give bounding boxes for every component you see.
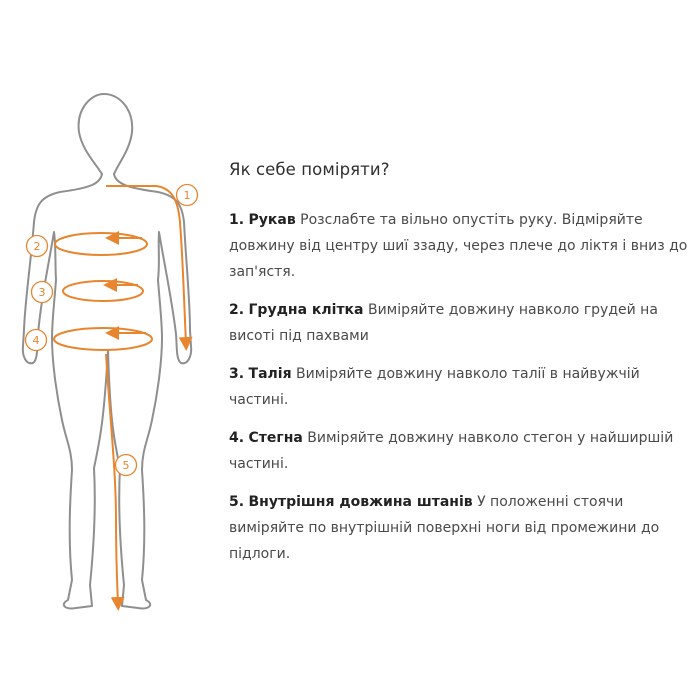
- step-number: 2.: [229, 302, 245, 318]
- marker-4: [26, 330, 47, 351]
- step-name: Внутрішня довжина штанів: [248, 494, 473, 510]
- step-waist: [229, 361, 689, 413]
- step-text: У положенні стоячи виміряйте по внутрішній поверхні ноги від промежини до підлоги.: [229, 494, 660, 562]
- step-name: Талія: [248, 366, 292, 382]
- step-text: Виміряйте довжину навколо стегон у найширшій частині.: [229, 430, 674, 472]
- marker-2: [27, 236, 48, 257]
- chest-measure-loop: [55, 233, 147, 255]
- body-silhouette: [23, 94, 191, 608]
- step-text: Розслабте та вільно опустіть руку. Відміряйте довжину від центру шиї ззаду, через плече до ліктя і вниз до зап'ястя.: [229, 212, 688, 280]
- step-sleeve: [229, 207, 689, 285]
- step-chest: [229, 297, 689, 349]
- step-inseam: [229, 489, 689, 567]
- svg-text:3: 3: [38, 286, 46, 299]
- step-name: Рукав: [248, 212, 296, 228]
- measurement-guide: [229, 160, 689, 579]
- step-text: Виміряйте довжину навколо грудей на висоті під пахвами: [229, 302, 658, 344]
- step-text: Виміряйте довжину навколо талії в найвужчій частині.: [229, 366, 640, 408]
- svg-text:4: 4: [32, 334, 40, 347]
- body-right-outline: [108, 174, 191, 608]
- inseam-measure-line: [106, 354, 118, 604]
- guide-title: Як себе поміряти?: [229, 160, 390, 179]
- hips-measure-loop: [54, 328, 152, 350]
- marker-1: [177, 185, 198, 206]
- marker-3: [32, 282, 53, 303]
- step-number: 1.: [229, 212, 245, 228]
- svg-text:1: 1: [183, 189, 191, 202]
- svg-text:2: 2: [33, 240, 41, 253]
- step-number: 5.: [229, 494, 245, 510]
- marker-5: [116, 455, 137, 476]
- svg-text:5: 5: [122, 459, 130, 472]
- step-number: 3.: [229, 366, 245, 382]
- step-name: Грудна клітка: [248, 302, 364, 318]
- step-name: Стегна: [248, 430, 303, 446]
- step-hips: [229, 425, 689, 477]
- step-number: 4.: [229, 430, 245, 446]
- head-outline: [79, 94, 133, 174]
- waist-measure-loop: [63, 281, 143, 301]
